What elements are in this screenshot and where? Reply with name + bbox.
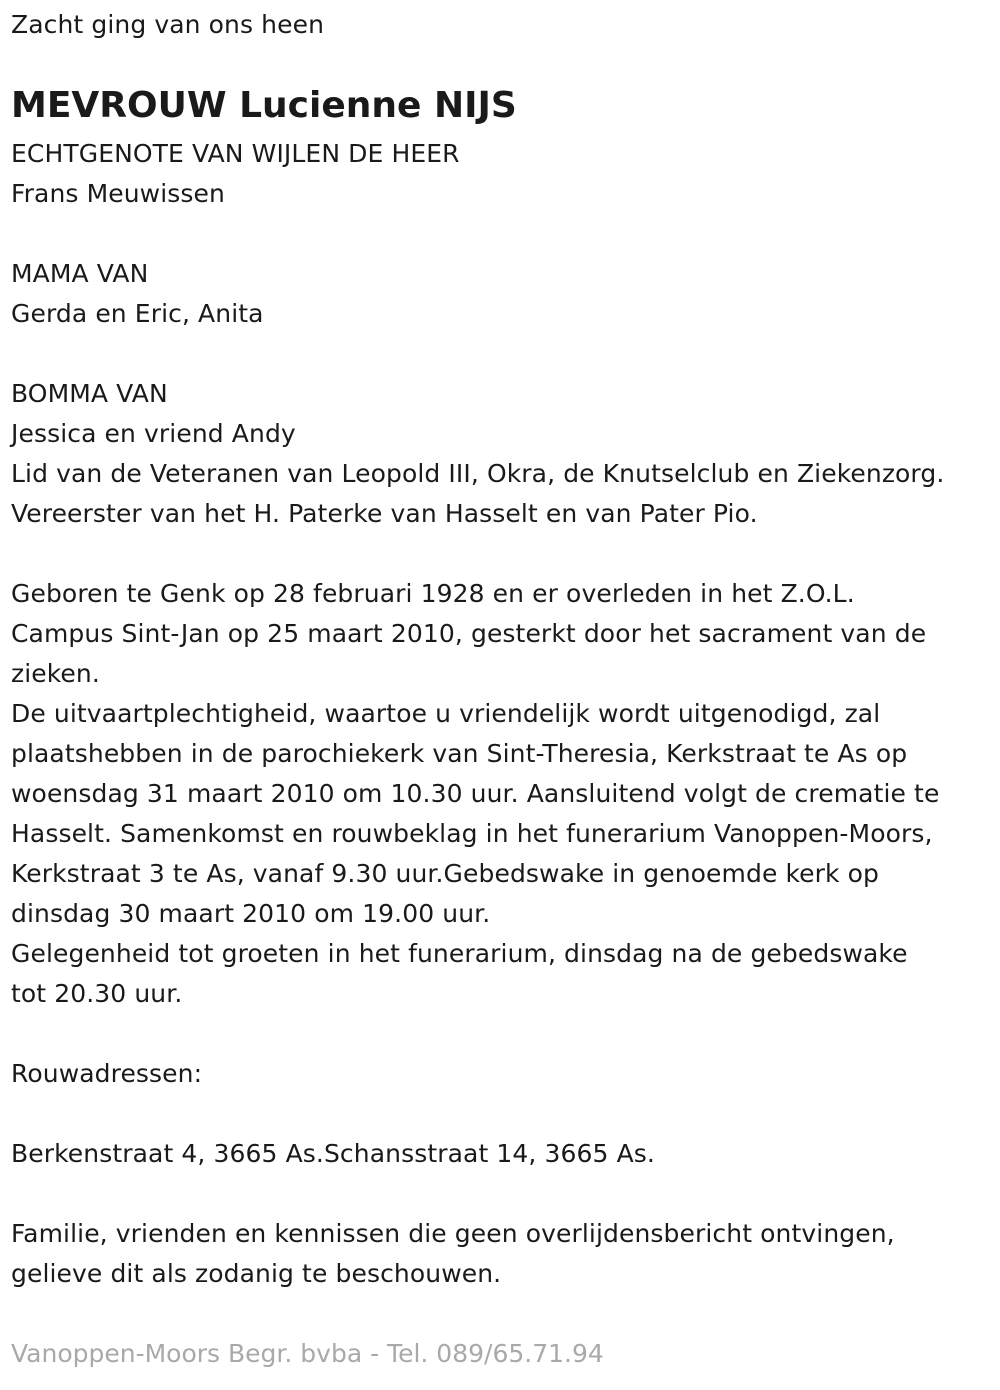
membership-line: Vereerster van het H. Paterke van Hasselt en van Pater Pio. <box>11 499 758 528</box>
details-line: De uitvaartplechtigheid, waartoe u vriendelijk wordt uitgenodigd, zal <box>11 699 881 728</box>
spouse-label: ECHTGENOTE VAN WIJLEN DE HEER <box>11 139 460 168</box>
addresses-section <box>11 1054 202 1094</box>
grandchildren-names: Jessica en vriend Andy <box>11 419 296 448</box>
spouse-name: Frans Meuwissen <box>11 179 225 208</box>
intro-text: Zacht ging van ons heen <box>11 10 325 39</box>
notice-section <box>11 1214 895 1294</box>
addresses-label: Rouwadressen: <box>11 1059 203 1088</box>
children-names: Gerda en Eric, Anita <box>11 299 264 328</box>
grandchildren-label: BOMMA VAN <box>11 379 168 408</box>
grandchildren-section <box>11 374 944 534</box>
children-label: MAMA VAN <box>11 259 149 288</box>
details-line: zieken. <box>11 659 100 688</box>
notice-line: Familie, vrienden en kennissen die geen overlijdensbericht ontvingen, <box>11 1219 895 1248</box>
details-line: woensdag 31 maart 2010 om 10.30 uur. Aansluitend volgt de crematie te <box>11 779 940 808</box>
membership-line: Lid van de Veteranen van Leopold III, Okra, de Knutselclub en Ziekenzorg. <box>11 459 945 488</box>
details-line: Kerkstraat 3 te As, vanaf 9.30 uur.Gebedswake in genoemde kerk op <box>11 859 880 888</box>
notice-line: gelieve dit als zodanig te beschouwen. <box>11 1259 502 1288</box>
addresses-value-section <box>11 1134 655 1174</box>
funeral-home-footer: Vanoppen-Moors Begr. bvba - Tel. 089/65.71.94 <box>11 1339 604 1368</box>
deceased-name: MEVROUW Lucienne NIJS <box>11 85 517 126</box>
details-line: Gelegenheid tot groeten in het funerarium, dinsdag na de gebedswake <box>11 939 908 968</box>
details-line: dinsdag 30 maart 2010 om 19.00 uur. <box>11 899 491 928</box>
spouse-section <box>11 134 460 214</box>
details-line: Campus Sint-Jan op 25 maart 2010, gesterkt door het sacrament van de <box>11 619 927 648</box>
children-section <box>11 254 264 334</box>
details-line: Hasselt. Samenkomst en rouwbeklag in het funerarium Vanoppen-Moors, <box>11 819 933 848</box>
details-section <box>11 574 939 1014</box>
addresses-value: Berkenstraat 4, 3665 As.Schansstraat 14, 3665 As. <box>11 1139 655 1168</box>
details-line: Geboren te Genk op 28 februari 1928 en er overleden in het Z.O.L. <box>11 579 855 608</box>
details-line: tot 20.30 uur. <box>11 979 183 1008</box>
details-line: plaatshebben in de parochiekerk van Sint-Theresia, Kerkstraat te As op <box>11 739 908 768</box>
